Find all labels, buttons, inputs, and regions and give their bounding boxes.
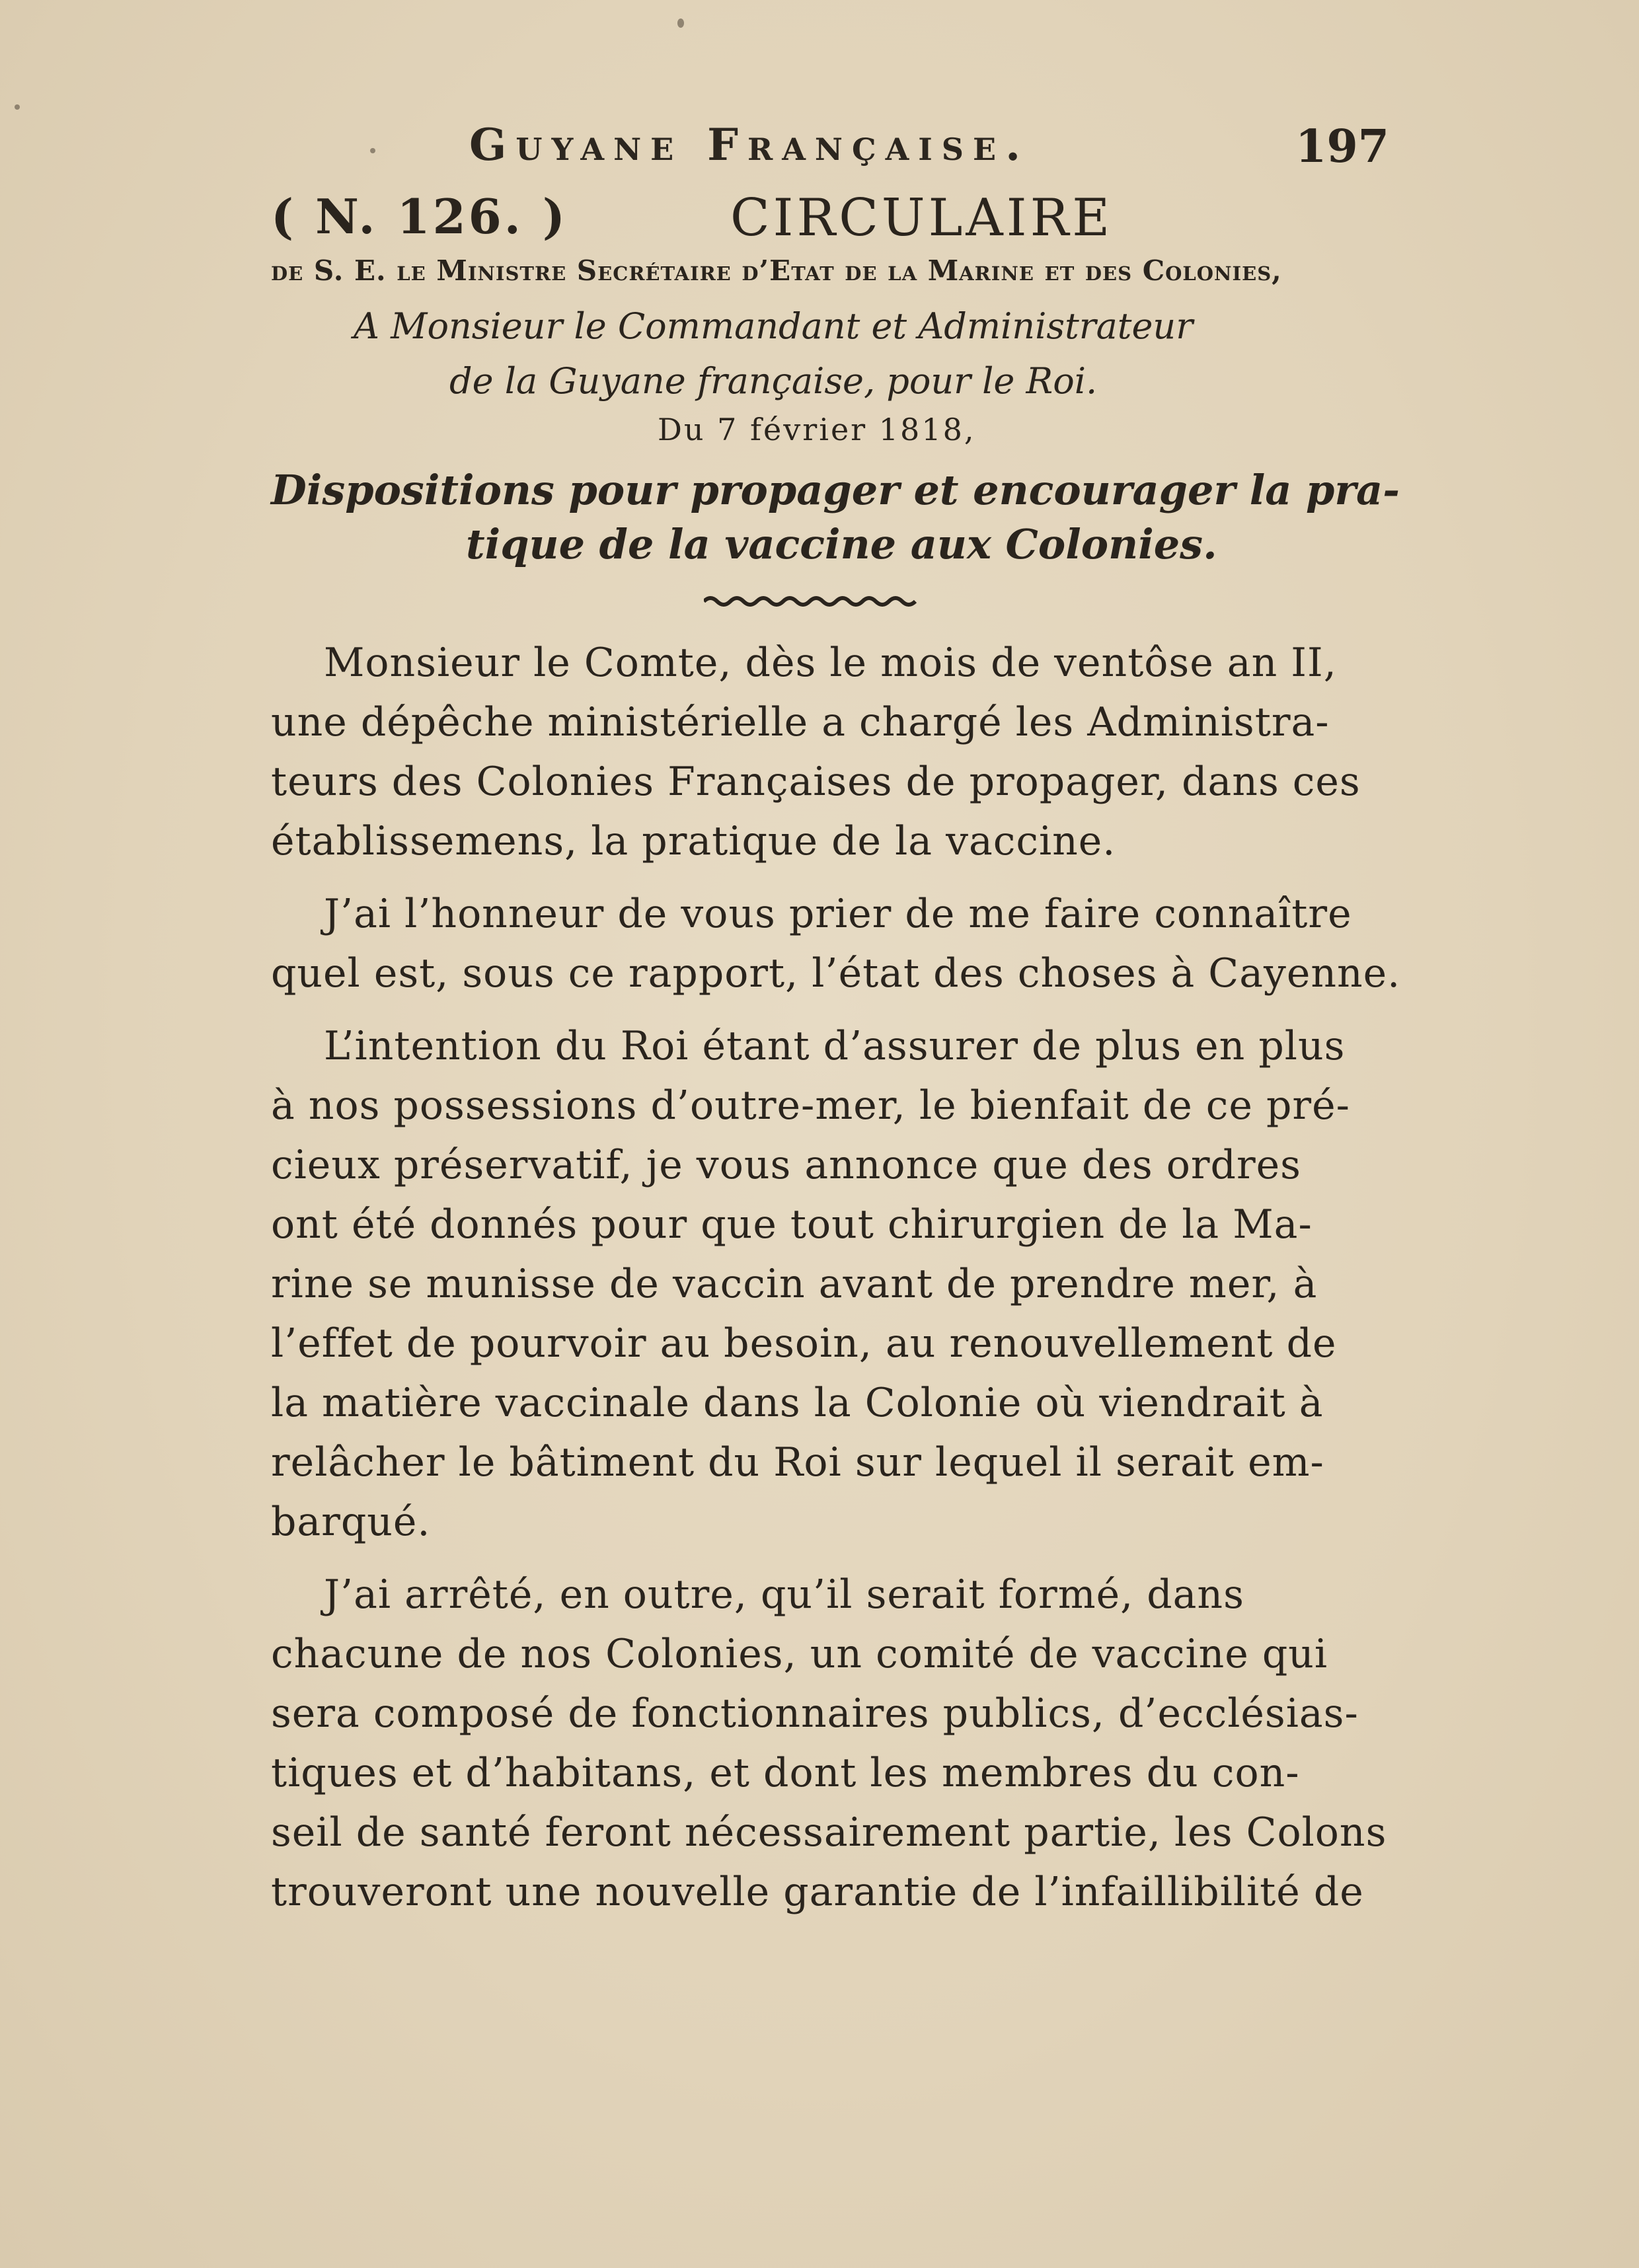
addressee-line-2: de la Guyane française, pour le Roi. (449, 360, 1098, 402)
body-line: l’effet de pourvoir au besoin, au renouvellement de (271, 1320, 1337, 1367)
body-line: relâcher le bâtiment du Roi sur lequel il serait em- (271, 1439, 1324, 1486)
subject-line-2: tique de la vaccine aux Colonies. (466, 520, 1217, 568)
author-line: de S. E. le Ministre Secrétaire d’Etat de la Marine et des Colonies, (271, 254, 1282, 287)
document-number: ( N. 126. ) (271, 188, 568, 245)
body-line: trouveront une nouvelle garantie de l’infaillibilité de (271, 1869, 1364, 1915)
body-line: sera composé de fonctionnaires publics, d’ecclésias- (271, 1690, 1359, 1737)
body-line: une dépêche ministérielle a chargé les Administra- (271, 699, 1330, 745)
ink-speck (370, 148, 375, 153)
body-line: L’intention du Roi étant d’assurer de plus en plus (324, 1023, 1346, 1069)
body-line: à nos possessions d’outre-mer, le bienfait de ce pré- (271, 1082, 1350, 1129)
body-line: établissemens, la pratique de la vaccine. (271, 818, 1116, 864)
body-line: J’ai arrêté, en outre, qu’il serait formé, dans (324, 1571, 1244, 1618)
body-line: J’ai l’honneur de vous prier de me faire connaître (324, 891, 1352, 937)
ink-speck (677, 19, 684, 28)
body-line: la matière vaccinale dans la Colonie où viendrait à (271, 1380, 1324, 1426)
body-line: rine se munisse de vaccin avant de prendre mer, à (271, 1261, 1318, 1307)
ink-speck (15, 104, 20, 110)
running-title: Guyane Française. (469, 119, 1030, 170)
date-line: Du 7 février 1818, (658, 412, 976, 447)
addressee-line-1: A Monsieur le Commandant et Administrateur (354, 305, 1194, 347)
body-line: tiques et d’habitans, et dont les membres du con- (271, 1750, 1300, 1796)
page-number: 197 (1295, 120, 1389, 173)
body-line: Monsieur le Comte, dès le mois de ventôse an II, (324, 640, 1337, 686)
wavy-ornament-rule (704, 593, 919, 608)
body-line: teurs des Colonies Françaises de propager, dans ces (271, 759, 1361, 805)
body-line: cieux préservatif, je vous annonce que des ordres (271, 1142, 1301, 1188)
body-line: ont été donnés pour que tout chirurgien de la Ma- (271, 1201, 1313, 1248)
body-line: quel est, sous ce rapport, l’état des choses à Cayenne. (271, 950, 1401, 997)
body-line: barqué. (271, 1499, 431, 1545)
subject-line-1: Dispositions pour propager et encourager la pra- (271, 466, 1400, 514)
document-type-title: CIRCULAIRE (730, 188, 1114, 248)
body-line: seil de santé feront nécessairement partie, les Colons (271, 1809, 1387, 1856)
body-line: chacune de nos Colonies, un comité de vaccine qui (271, 1631, 1328, 1677)
